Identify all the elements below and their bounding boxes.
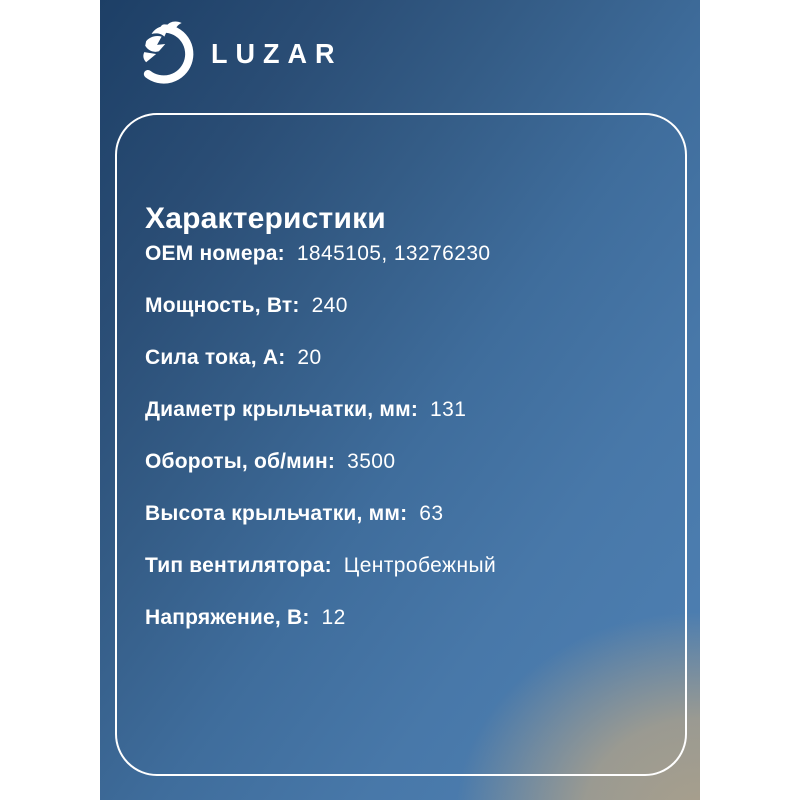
- spec-row: [145, 451, 665, 473]
- tiger-head-icon: [137, 20, 199, 88]
- spec-value: 131: [430, 398, 467, 421]
- spec-row: [145, 555, 665, 577]
- spec-label: Мощность, Вт:: [145, 294, 300, 317]
- brand-wordmark: LUZAR: [211, 38, 343, 69]
- spec-label: Напряжение, В:: [145, 606, 310, 629]
- spec-label: Высота крыльчатки, мм:: [145, 502, 408, 525]
- spec-row: [145, 399, 665, 421]
- spec-label: Тип вентилятора:: [145, 554, 332, 577]
- spec-value: 240: [311, 294, 348, 317]
- spec-row: [145, 503, 665, 525]
- spec-row: [145, 347, 665, 369]
- spec-value: 63: [419, 502, 444, 525]
- card-title: Характеристики: [145, 202, 386, 235]
- spec-value: 20: [297, 346, 322, 369]
- product-spec-photo: [100, 0, 700, 800]
- spec-row: [145, 607, 665, 629]
- spec-value: 3500: [347, 450, 396, 473]
- spec-value: 1845105, 13276230: [296, 242, 491, 265]
- spec-rows: [145, 243, 665, 629]
- spec-label: Сила тока, А:: [145, 346, 286, 369]
- spec-row: [145, 295, 665, 317]
- spec-label: Обороты, об/мин:: [145, 450, 336, 473]
- spec-value: Центробежный: [343, 554, 497, 577]
- spec-row: [145, 243, 665, 265]
- spec-label: Диаметр крыльчатки, мм:: [145, 398, 419, 421]
- brand-logo: [137, 20, 342, 88]
- specs-card: [115, 113, 687, 776]
- spec-label: OEM номера:: [145, 242, 285, 265]
- spec-value: 12: [321, 606, 346, 629]
